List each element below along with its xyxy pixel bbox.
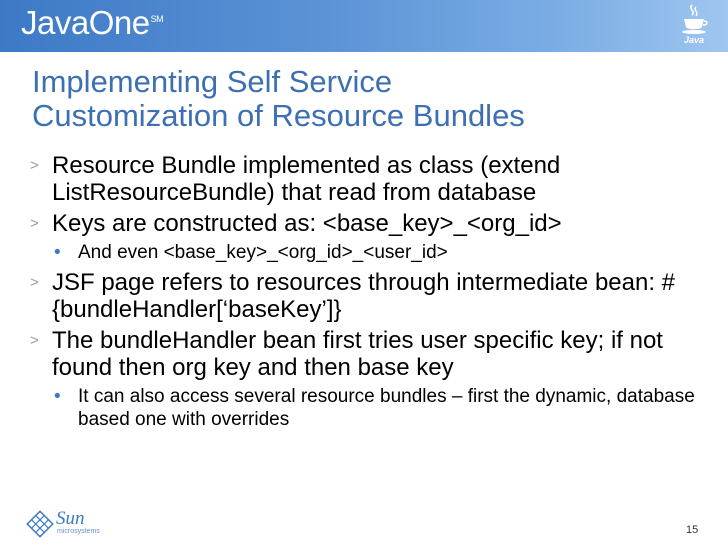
bullet-dot-icon: • xyxy=(54,386,61,407)
bullet-text: Keys are constructed as: <base_key>_<org_id> xyxy=(52,210,562,237)
javaone-logo-text: JavaOne xyxy=(21,4,150,41)
bullet-chevron-icon: > xyxy=(30,274,39,291)
bullet-dot-icon: • xyxy=(54,242,61,263)
sun-logo xyxy=(26,508,100,540)
sub-bullet-item xyxy=(54,385,710,431)
bullet-item xyxy=(30,210,710,237)
bullet-item xyxy=(30,269,710,323)
bullet-chevron-icon: > xyxy=(30,332,39,349)
javaone-logo xyxy=(21,4,163,42)
sub-bullet-text: And even <base_key>_<org_id>_<user_id> xyxy=(78,242,448,263)
slide-title-line-1: Implementing Self Service xyxy=(32,64,393,99)
bullet-list xyxy=(30,152,710,436)
bullet-text: Resource Bundle implemented as class (extend ListResourceBundle) that read from database xyxy=(52,152,561,206)
javaone-logo-tm: SM xyxy=(150,14,164,24)
bullet-chevron-icon: > xyxy=(30,215,39,232)
java-badge-text: Java xyxy=(683,35,705,45)
sub-bullet-text: It can also access several resource bundles – first the dynamic, database based one with overrides xyxy=(78,386,695,430)
sun-logo-subtext: microsystems xyxy=(57,528,100,535)
bullet-text: JSF page refers to resources through intermediate bean: #{bundleHandler[‘baseKey’]} xyxy=(52,269,676,323)
bullet-item xyxy=(30,152,710,206)
sun-logo-text: Sun xyxy=(56,508,85,529)
sun-diamond-icon xyxy=(26,510,54,538)
bullet-chevron-icon: > xyxy=(30,157,39,174)
java-cup-icon xyxy=(675,2,713,50)
bullet-item xyxy=(30,327,710,381)
slide-title-line-2: Customization of Resource Bundles xyxy=(32,98,525,133)
header-bar xyxy=(0,0,728,52)
page-number: 15 xyxy=(686,524,699,536)
slide-title xyxy=(32,65,712,133)
sub-bullet-item xyxy=(54,241,710,264)
bullet-text: The bundleHandler bean first tries user specific key; if not found then org key and then base key xyxy=(52,327,663,381)
